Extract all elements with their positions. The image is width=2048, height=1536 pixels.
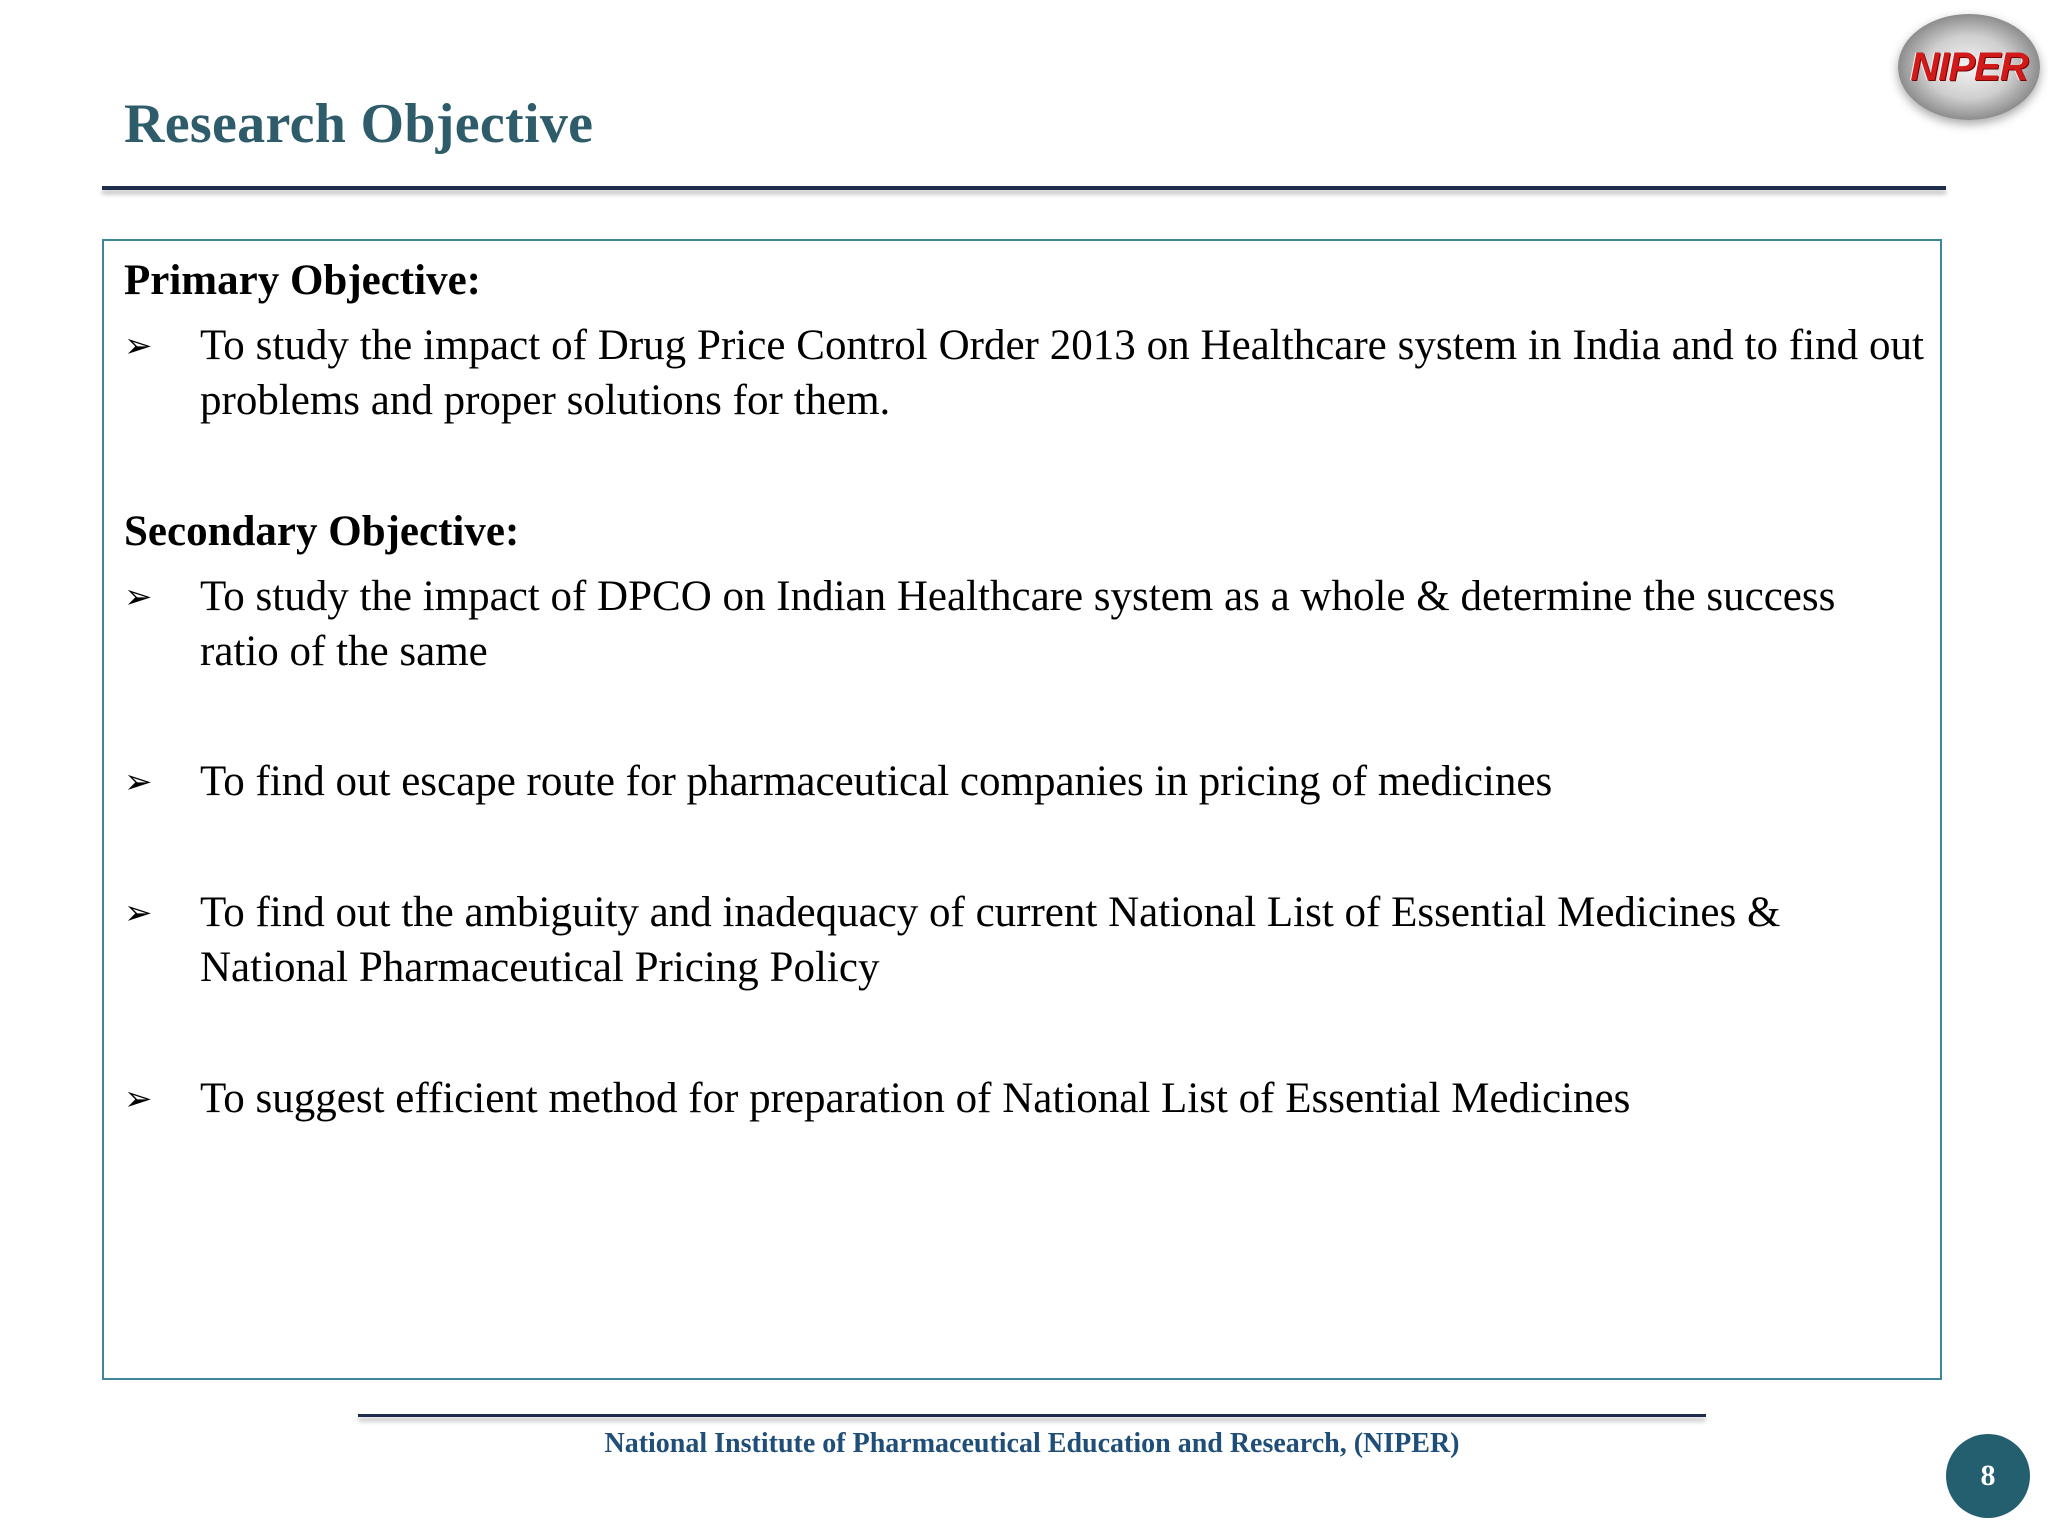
bullet-text: To suggest efficient method for preparation of National List of Essential Medicines — [200, 1075, 1631, 1122]
bullet-text: To find out the ambiguity and inadequacy of current National List of Essential Medicines & National Pharmaceutical Pricing Policy — [200, 889, 1781, 991]
bullet-text: To find out escape route for pharmaceutical companies in pricing of medicines — [200, 758, 1553, 805]
arrowhead-bullet-icon: ➢ — [124, 577, 153, 617]
arrowhead-bullet-icon: ➢ — [124, 326, 153, 366]
arrowhead-bullet-icon: ➢ — [124, 893, 153, 933]
bullet-text: To study the impact of Drug Price Control Order 2013 on Healthcare system in India and to find out problems and proper solutions for them. — [200, 322, 1924, 424]
arrowhead-bullet-icon: ➢ — [124, 1079, 153, 1119]
primary-objective-heading: Primary Objective: — [124, 257, 481, 304]
footer-divider — [358, 1414, 1706, 1417]
secondary-bullet — [124, 885, 1924, 995]
secondary-bullet — [124, 754, 1924, 810]
primary-bullet — [124, 318, 1924, 428]
arrowhead-bullet-icon: ➢ — [124, 762, 153, 802]
footer-institute-name: National Institute of Pharmaceutical Education and Research, (NIPER) — [604, 1428, 1460, 1459]
title-divider — [102, 186, 1946, 190]
secondary-bullet — [124, 569, 1924, 679]
page-number-badge: 8 — [1946, 1434, 2030, 1518]
secondary-bullet — [124, 1071, 1924, 1127]
secondary-objective-heading: Secondary Objective: — [124, 508, 520, 555]
bullet-text: To study the impact of DPCO on Indian Healthcare system as a whole & determine the success ratio of the same — [200, 573, 1836, 675]
niper-logo — [1898, 14, 2040, 120]
slide-title: Research Objective — [124, 93, 594, 155]
logo-text: NIPER — [1910, 44, 2028, 89]
